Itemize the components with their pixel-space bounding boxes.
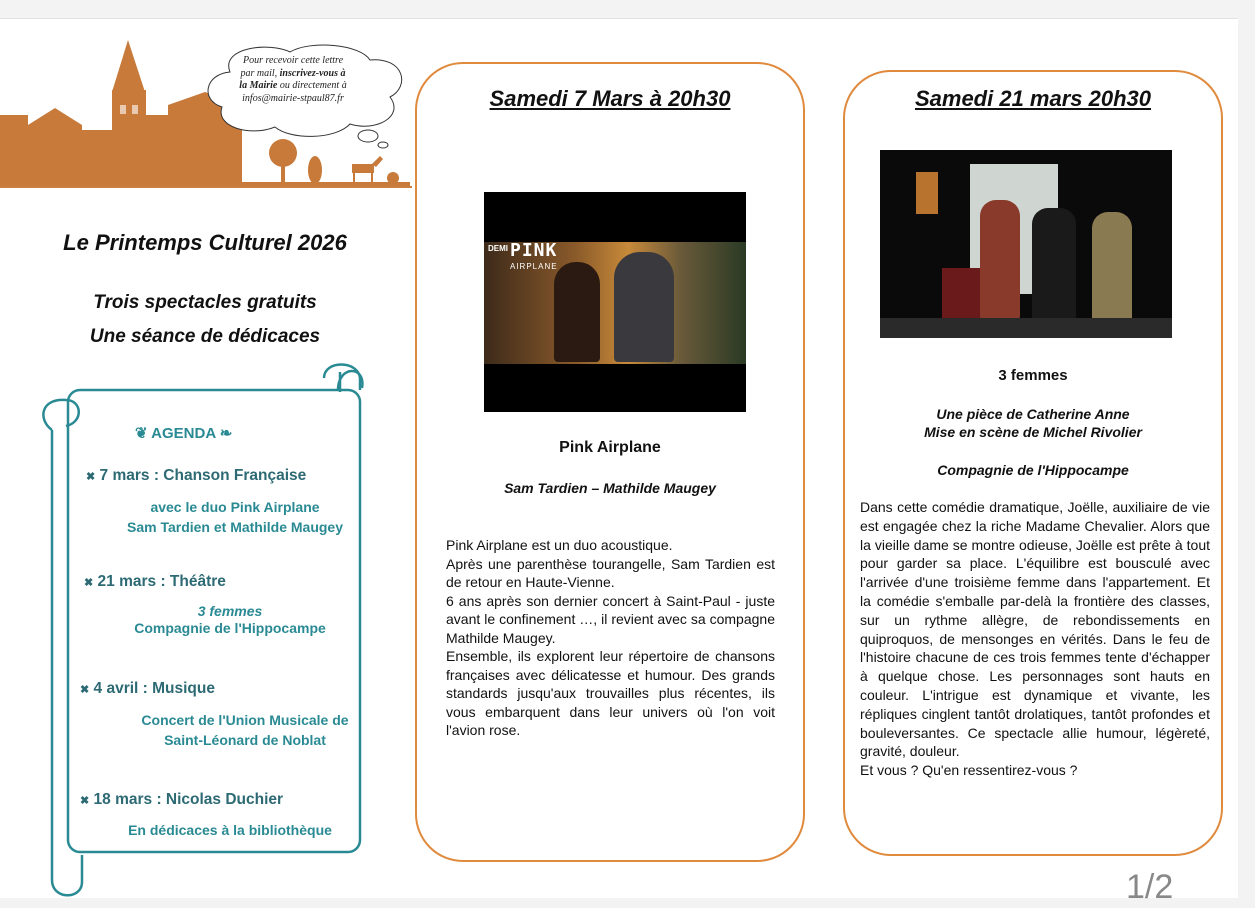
agenda-item-3 <box>80 680 215 698</box>
agenda-detail: En dédicaces à la bibliothèque <box>128 822 332 838</box>
show-name: 3 femmes <box>998 367 1068 384</box>
logo-text: DEMI <box>488 244 508 253</box>
show-author: Une pièce de Catherine Anne <box>936 406 1130 422</box>
photo-actress-3 <box>1092 212 1132 322</box>
photo-stage-floor <box>880 318 1172 338</box>
bubble-email[interactable]: infos@mairie-stpaul87.fr <box>242 92 344 104</box>
agenda-item-1-details <box>90 497 380 537</box>
page-title: Le Printemps Culturel 2026 <box>63 230 347 255</box>
agenda-item-2 <box>84 573 226 591</box>
page-number: 1/2 <box>1126 868 1174 906</box>
agenda-item-title: 4 avril : Musique <box>93 680 215 697</box>
agenda-item-4 <box>80 791 283 809</box>
agenda-detail: Compagnie de l'Hippocampe <box>134 620 326 636</box>
viewer-top-bar <box>0 0 1255 19</box>
subtitle-shows: Trois spectacles gratuits <box>93 292 317 313</box>
show-description <box>446 536 775 740</box>
show-credits <box>843 405 1223 441</box>
description-paragraph: Ensemble, ils explorent leur répertoire de chansons françaises avec délicatesse et humour. Des grands standards jusqu'aux trouvailles plus récentes, ils vous embarquent dans leur univers où l'on voit l'avion rose. <box>446 648 775 738</box>
description-paragraph: 6 ans après son dernier concert à Saint-Paul - juste avant le confinement …, il revient avec sa compagne Mathilde Maugey. <box>446 592 775 646</box>
description-paragraph: Dans cette comédie dramatique, Joëlle, auxiliaire de vie est engagée chez la riche Madame Chevalier. Alors que la vieille dame se montre odieuse, Joëlle est prête à tout pour garder sa place. L'équilibre est bousculé avec l'arrivée d'une troisième femme dans l'appartement. Et la comédie s'emballe par-delà la frontière des classes, sur un rythme allègre, de rebondissements en quiproquos, de mensonges en vérités. Dans le feu de l'histoire chacune de ces trois femmes tente d'échapper à quelque chose. Les personnages sont hauts en couleur. L'intrigue est dynamique et vivante, les répliques cinglent tantôt drolatiques, tantôt profondes et bouleversantes. Ce spectacle allie humour, légèreté, gravité, douleur. <box>860 499 1210 760</box>
agenda-item-2-details <box>80 603 380 638</box>
3-femmes-photo <box>880 150 1172 338</box>
logo-text: AIRPLANE <box>510 262 558 271</box>
pink-airplane-photo <box>484 192 746 412</box>
viewer-scrollbar[interactable] <box>1238 18 1255 908</box>
agenda-heading: ❦ AGENDA ❧ <box>135 425 233 442</box>
show-name: Pink Airplane <box>559 439 661 456</box>
photo-painting <box>916 172 938 214</box>
cross-bullet-icon: ✖ <box>86 471 96 483</box>
agenda-item-title: 7 mars : Chanson Française <box>99 467 307 484</box>
agenda-item-title: 21 mars : Théâtre <box>97 573 226 590</box>
show-company: Compagnie de l'Hippocampe <box>937 462 1129 478</box>
agenda-item-1 <box>86 467 306 485</box>
show-director: Mise en scène de Michel Rivolier <box>924 424 1142 440</box>
cross-bullet-icon: ✖ <box>80 684 90 696</box>
show-artists: Sam Tardien – Mathilde Maugey <box>504 480 716 496</box>
event-card-pink-airplane <box>415 62 805 862</box>
agenda-detail: Concert de l'Union Musicale de <box>141 712 349 728</box>
agenda-item-3-details <box>85 710 405 750</box>
description-closing: Et vous ? Qu'en ressentirez-vous ? <box>860 762 1078 779</box>
bubble-line: Pour recevoir cette lettre <box>242 55 344 66</box>
description-paragraph: Après une parenthèse tourangelle, Sam Tardien est de retour en Haute-Vienne. <box>446 555 775 590</box>
event-date-title: Samedi 21 mars 20h30 <box>914 86 1152 111</box>
photo-actress-2 <box>1032 208 1076 320</box>
bubble-line: la Mairie ou directement à <box>239 80 347 91</box>
show-description <box>860 498 1210 780</box>
photo-figure-woman <box>554 262 600 362</box>
cross-bullet-icon: ✖ <box>80 795 90 807</box>
photo-figure-man <box>614 252 674 362</box>
bubble-line: par mail, inscrivez-vous à <box>240 67 346 79</box>
logo-text: PINK <box>510 240 558 261</box>
agenda-detail: avec le duo Pink Airplane <box>150 499 320 515</box>
agenda-detail: 3 femmes <box>197 603 263 619</box>
agenda-detail: Saint-Léonard de Noblat <box>164 732 326 748</box>
newsletter-bubble-text <box>218 55 368 105</box>
agenda-item-4-details <box>80 820 380 840</box>
header-divider <box>0 186 412 188</box>
photo-actress-1 <box>980 200 1020 320</box>
cross-bullet-icon: ✖ <box>84 577 94 589</box>
description-paragraph: Pink Airplane est un duo acoustique. <box>446 537 673 553</box>
agenda-detail: Sam Tardien et Mathilde Maugey <box>126 519 343 535</box>
event-date-title: Samedi 7 Mars à 20h30 <box>489 86 731 111</box>
subtitle-signing: Une séance de dédicaces <box>89 326 321 347</box>
agenda-item-title: 18 mars : Nicolas Duchier <box>93 791 284 808</box>
